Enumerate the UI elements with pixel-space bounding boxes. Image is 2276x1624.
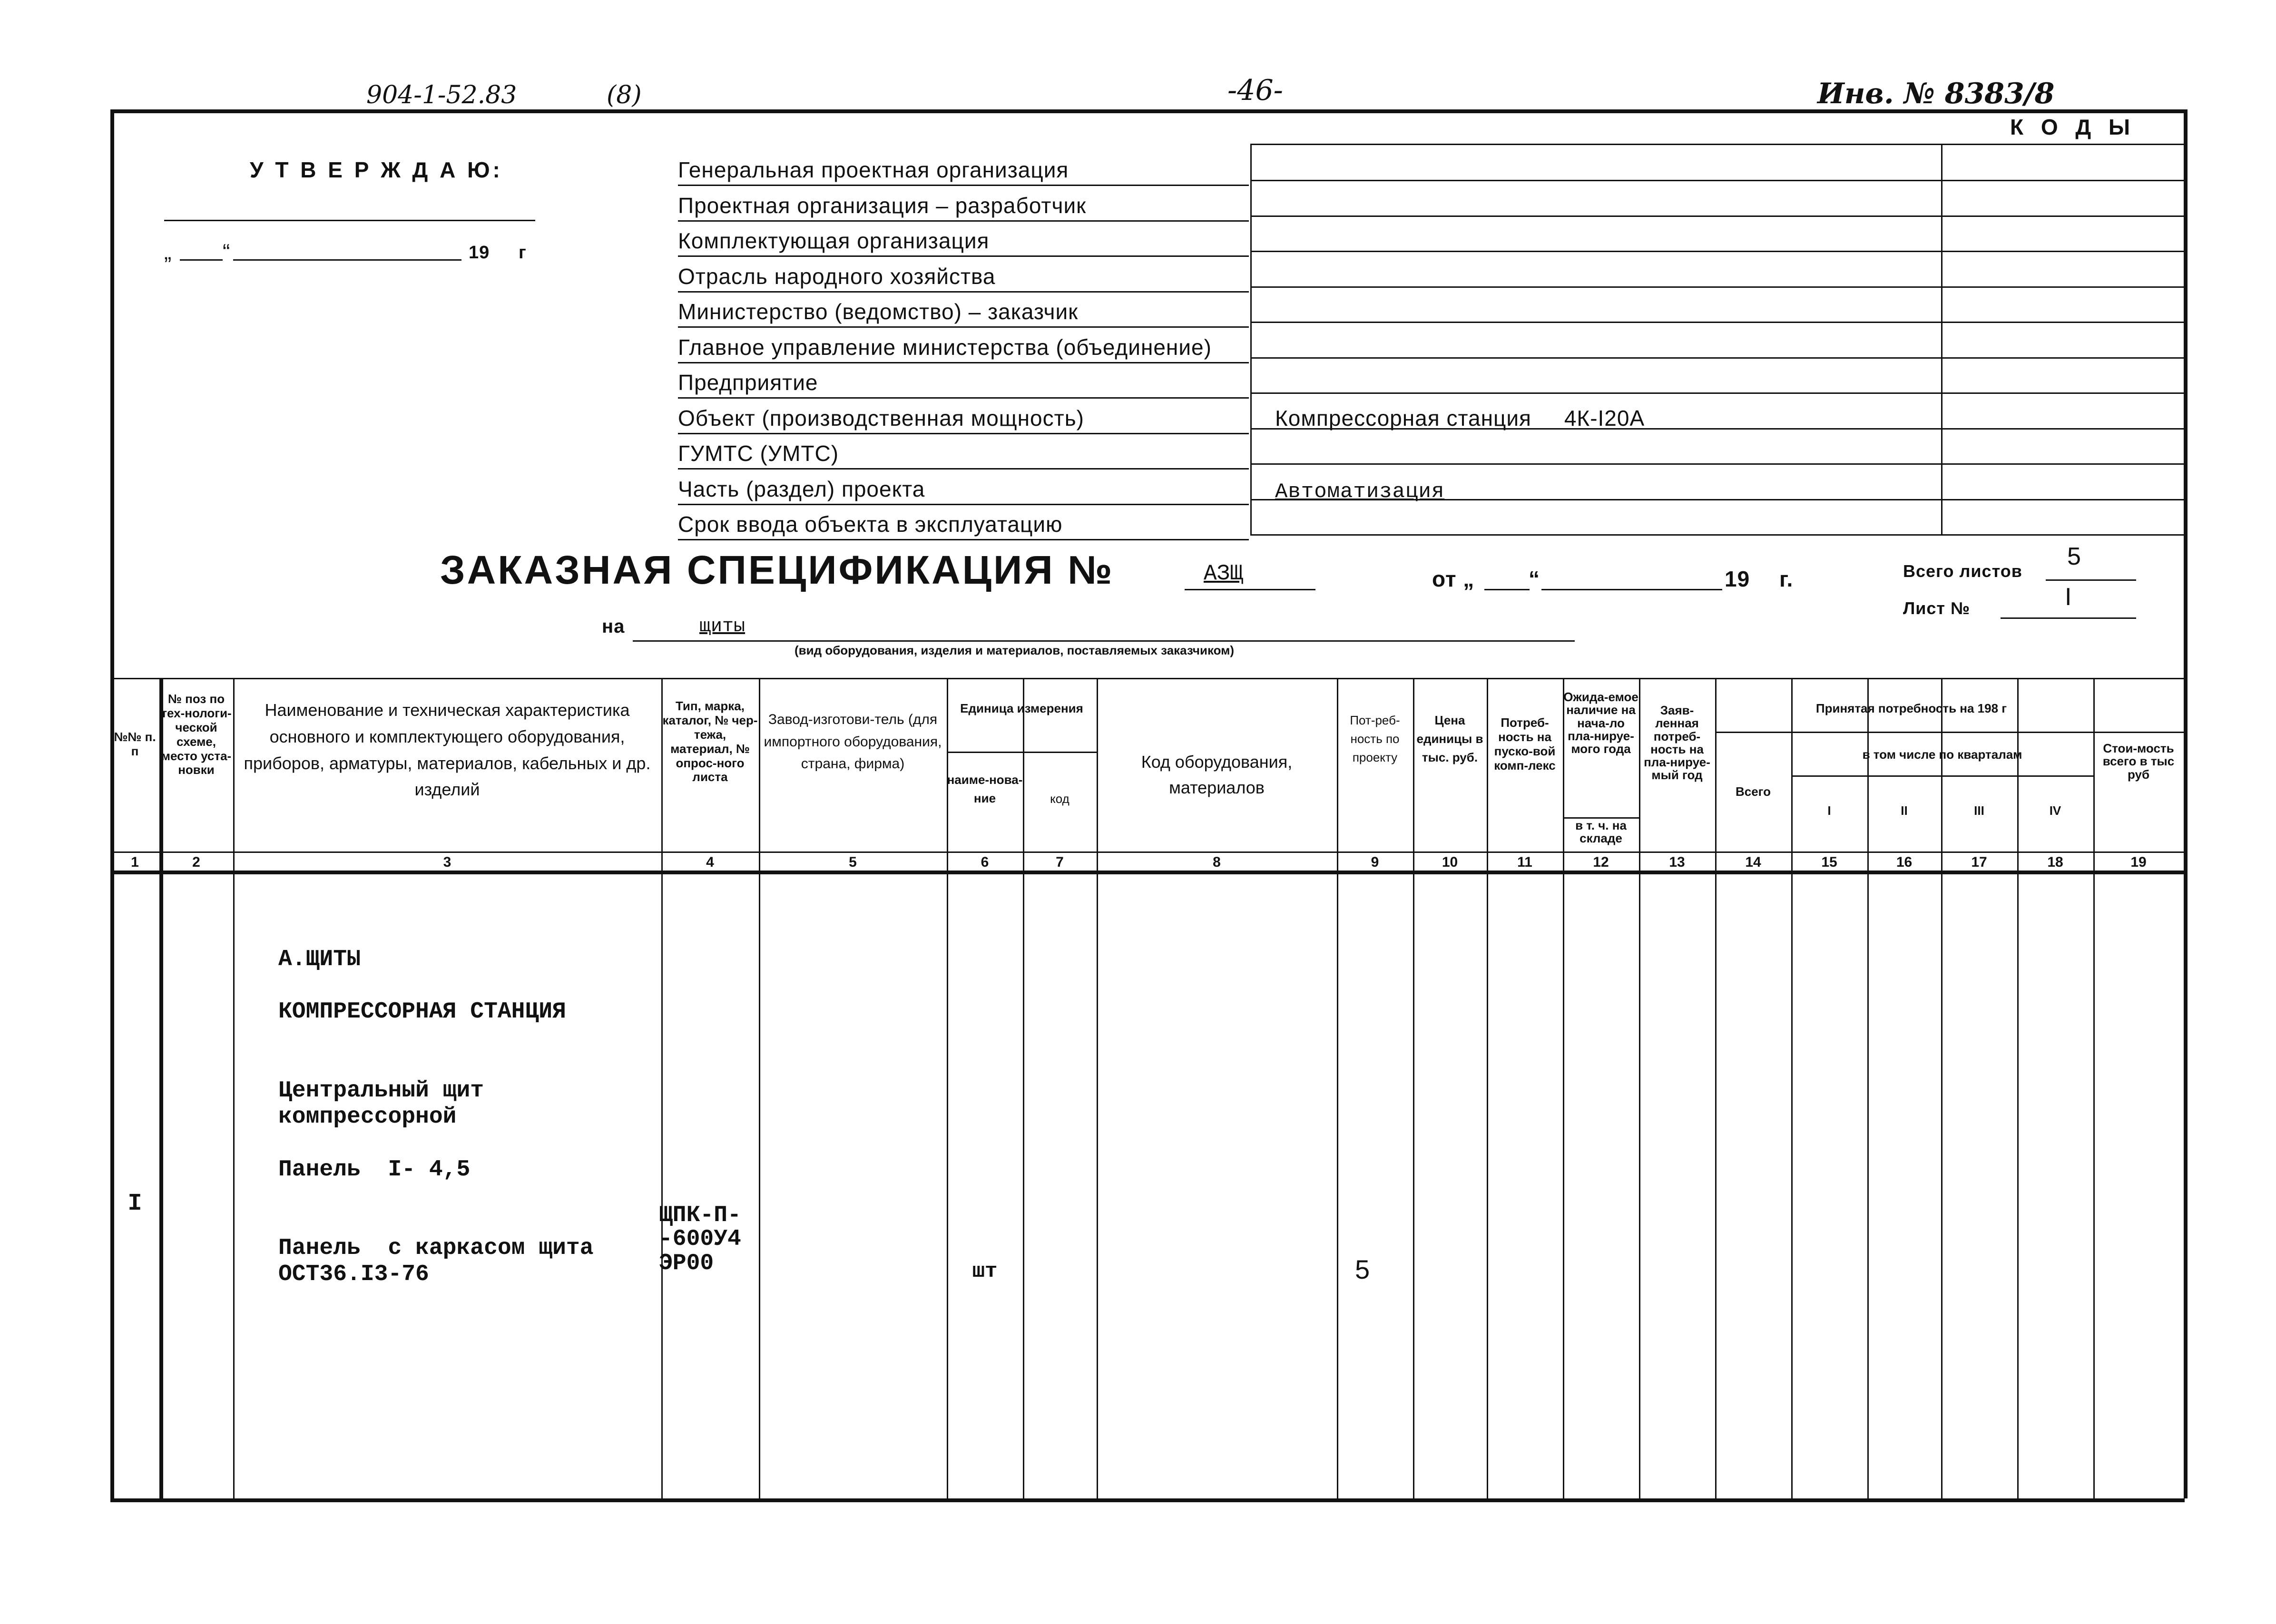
table-top-line <box>110 678 2185 679</box>
total-sheets-label: Всего листов <box>1903 561 2022 581</box>
header-q4: IV <box>2049 803 2061 818</box>
page-number: -46- <box>1227 74 1283 107</box>
header-col5: Завод-изготови-тель (для импортного оборудования, страна, фирма) <box>764 712 942 772</box>
table-col-divider <box>2184 678 2188 1498</box>
org-field-code-line <box>1250 286 2184 288</box>
table-col-divider <box>1487 678 1488 1498</box>
table-col-divider <box>110 678 114 1498</box>
spec-from-label: от „ <box>1432 567 1475 591</box>
inventory-number: Инв. № 8383/8 <box>1817 77 2055 110</box>
header-q3: III <box>1974 803 1984 818</box>
item-unit: шт <box>972 1260 998 1283</box>
codes-divider <box>1941 144 1942 535</box>
na-value: щиты <box>699 616 746 637</box>
org-field-label: Министерство (ведомство) – заказчик <box>678 299 1079 324</box>
org-field-underline <box>678 397 1249 399</box>
approval-month-line <box>233 259 461 261</box>
header-q2: II <box>1901 803 1908 818</box>
table-col-divider <box>1791 678 1793 1498</box>
table-col-divider <box>759 678 760 1498</box>
table-col-divider <box>1867 678 1869 1498</box>
header-col12-stock: в т. ч. на складе <box>1575 818 1627 846</box>
table-col-divider <box>1941 678 1942 1498</box>
approval-year-prefix: 19 <box>469 243 490 263</box>
org-field-value: Автоматизация <box>1275 479 1445 504</box>
column-number: 11 <box>1517 854 1532 870</box>
column-number: 15 <box>1821 854 1837 870</box>
table-col-divider <box>2017 678 2019 1498</box>
org-field-label: Комплектующая организация <box>678 228 990 253</box>
table-col-divider <box>2093 678 2095 1498</box>
header-col3: Наименование и техническая характеристика основного и комплектующего оборудования, приборов, арматуры, материалов, кабельных и др. изделий <box>244 700 651 800</box>
org-field-label: Проектная организация – разработчик <box>678 193 1087 218</box>
na-line <box>633 640 1575 642</box>
org-field-code-line <box>1250 322 2184 323</box>
header-q1: I <box>1827 803 1831 818</box>
org-field-underline <box>678 362 1249 363</box>
table-header-bottom-line <box>110 851 2185 853</box>
approval-quote-open: „ <box>164 239 172 264</box>
table-col-divider <box>159 678 163 1498</box>
spec-from-day-line <box>1484 589 1530 590</box>
spec-number-line <box>1185 589 1315 590</box>
quarters-subheader-line <box>1791 775 2093 777</box>
header-col10: Цена единицы в тыс. руб. <box>1416 713 1483 764</box>
org-field-label: Срок ввода объекта в эксплуатацию <box>678 512 1063 537</box>
table-col-divider <box>1715 678 1717 1498</box>
table-col-divider <box>1639 678 1640 1498</box>
header-col11: Потреб-ность на пуско-вой комп-лекс <box>1494 715 1556 773</box>
column-number: 4 <box>706 854 714 870</box>
spec-year: 19 <box>1725 567 1750 591</box>
header-col14: Всего <box>1735 784 1771 799</box>
spec-from-quote: “ <box>1529 567 1540 591</box>
column-number: 10 <box>1442 854 1458 870</box>
doc-number: 904-1-52.83 <box>366 81 517 109</box>
item-quantity: 5 <box>1355 1254 1370 1284</box>
approval-quote-close: “ <box>223 239 231 264</box>
org-field-label: Генеральная проектная организация <box>678 157 1069 182</box>
column-number: 6 <box>981 854 989 870</box>
header-col6: наиме-нова-ние <box>947 773 1023 805</box>
header-col1: №№ п. п <box>114 730 156 758</box>
org-field-label: Часть (раздел) проекта <box>678 476 925 501</box>
org-field-code-line <box>1250 392 2184 394</box>
column-number: 19 <box>2130 854 2147 870</box>
header-col7: код <box>1050 792 1069 806</box>
org-field-code-line <box>1250 357 2184 359</box>
na-label: на <box>602 616 625 637</box>
org-field-code-line <box>1250 180 2184 181</box>
unit-subheader-line <box>947 752 1097 753</box>
approval-title: У Т В Е Р Ж Д А Ю: <box>250 157 503 182</box>
column-number: 12 <box>1593 854 1609 870</box>
org-field-label: Предприятие <box>678 370 818 395</box>
header-col13: Заяв-ленная потреб-ность на пла-нируе-мый год <box>1644 703 1710 783</box>
org-field-underline <box>678 255 1249 257</box>
item-description: А.ЩИТЫ КОМПРЕССОРНАЯ СТАНЦИЯ Центральный щит компрессорной Панель I- 4,5 Панель с каркасом щита ОСТ36.I3-76 <box>278 947 594 1288</box>
doc-part: (8) <box>607 81 642 109</box>
header-col12: Ожида-емое наличие на нача-ло пла-нируе-мого года <box>1563 690 1638 756</box>
spec-year-suffix: г. <box>1779 567 1794 591</box>
column-number: 2 <box>192 854 200 870</box>
codes-title-underline <box>1250 144 2184 145</box>
header-col2: № поз по тех-нологи-ческой схеме, место уста-новки <box>161 692 232 777</box>
codes-value-left-border <box>1250 144 1252 535</box>
approval-day-line <box>180 259 223 261</box>
org-field-code-line <box>1250 534 2184 536</box>
spec-title: ЗАКАЗНАЯ СПЕЦИФИКАЦИЯ № <box>440 548 1114 592</box>
sheet-value: I <box>2065 583 2072 611</box>
sheet-line <box>2001 617 2136 619</box>
accepted-subheader-line <box>1715 732 2184 733</box>
column-number: 17 <box>1971 854 1987 870</box>
column-number: 7 <box>1056 854 1064 870</box>
header-col4: Тип, марка, каталог, № чер-тежа, материал, № опрос-ного листа <box>662 699 758 784</box>
na-hint: (вид оборудования, изделия и материалов, поставляемых заказчиком) <box>795 643 1235 657</box>
spec-from-month-line <box>1541 589 1722 590</box>
table-colnum-bottom-line <box>110 871 2185 874</box>
top-border <box>112 109 2186 113</box>
sheet-label: Лист № <box>1903 598 1971 618</box>
row-number: I <box>128 1190 142 1217</box>
table-col-divider <box>233 678 235 1498</box>
org-field-code-line <box>1250 251 2184 252</box>
item-type: ЩПК-П- -600У4 ЭР00 <box>659 1203 741 1276</box>
org-field-value: Компрессорная станция 4К-I20А <box>1275 405 1645 430</box>
column-number: 14 <box>1745 854 1761 870</box>
approval-signature-line <box>164 220 535 221</box>
header-quarters: в том числе по кварталам <box>1862 747 2022 762</box>
org-field-label: Главное управление министерства (объединение) <box>678 334 1212 360</box>
org-field-underline <box>678 291 1249 293</box>
org-field-label: Отрасль народного хозяйства <box>678 264 996 289</box>
header-unit: Единица измерения <box>960 701 1083 715</box>
column-number: 8 <box>1213 854 1221 870</box>
column-number: 9 <box>1371 854 1379 870</box>
org-field-underline <box>678 504 1249 505</box>
org-field-underline <box>678 468 1249 470</box>
column-number: 16 <box>1896 854 1913 870</box>
table-col-divider <box>1097 678 1098 1498</box>
column-number: 18 <box>2047 854 2063 870</box>
column-number: 1 <box>131 854 139 870</box>
column-number: 3 <box>443 854 451 870</box>
total-sheets-line <box>2046 579 2136 581</box>
header-accepted: Принятая потребность на 198 г <box>1815 701 2007 715</box>
org-field-underline <box>678 220 1249 222</box>
spec-number: АЗЩ <box>1204 561 1243 586</box>
org-field-label: ГУМТС (УМТС) <box>678 441 839 466</box>
org-field-underline <box>678 433 1249 434</box>
org-field-label: Объект (производственная мощность) <box>678 405 1084 430</box>
column-number: 13 <box>1669 854 1685 870</box>
header-col9: Пот-реб-ность по проекту <box>1350 713 1400 764</box>
approval-year-suffix: г <box>519 243 527 263</box>
table-bottom-line <box>110 1498 2185 1502</box>
table-col-divider <box>1563 678 1564 1498</box>
header-col19: Стои-мость всего в тыс руб <box>2102 741 2175 782</box>
column-number: 5 <box>849 854 857 870</box>
total-sheets-value: 5 <box>2067 543 2081 570</box>
org-field-underline <box>678 326 1249 328</box>
org-field-underline <box>678 185 1249 186</box>
table-col-divider <box>1337 678 1338 1498</box>
org-field-code-line <box>1250 215 2184 217</box>
codes-title: К О Д Ы <box>2010 115 2136 139</box>
org-field-underline <box>678 539 1249 540</box>
header-col8: Код оборудования, материалов <box>1141 752 1293 797</box>
table-col-divider <box>1413 678 1414 1498</box>
org-field-code-line <box>1250 463 2184 465</box>
